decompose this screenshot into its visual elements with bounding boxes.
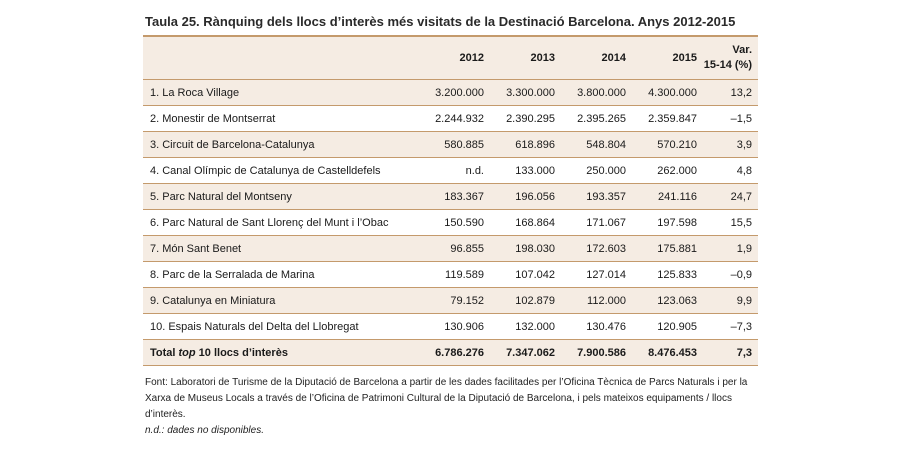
table-row — [143, 184, 758, 210]
table-row — [143, 236, 758, 262]
cell-name: 10. Espais Naturals del Delta del Llobregat — [150, 320, 359, 333]
cell-var: 24,7 — [730, 190, 752, 203]
header-2015: 2015 — [672, 52, 697, 64]
cell-2013: 3.300.000 — [506, 86, 555, 99]
cell-2015: 197.598 — [657, 216, 697, 229]
header-2013: 2013 — [530, 52, 555, 64]
total-label-em: top — [178, 346, 196, 359]
cell-2012: 2.244.932 — [435, 112, 484, 125]
cell-2013: 168.864 — [515, 216, 555, 229]
cell-2014: 112.000 — [587, 294, 626, 307]
cell-2013: 196.056 — [515, 190, 555, 203]
total-2013: 7.347.062 — [506, 346, 555, 359]
cell-2014: 548.804 — [586, 138, 626, 151]
cell-2015: 241.116 — [658, 190, 697, 203]
source-note: Font: Laboratori de Turisme de la Diputació de Barcelona a partir de les dades facilitades per l’Oficina Tècnica de Parcs Naturals i per la Xarxa de Museus Locals a través de l’Oficina de Patrimoni Cultural de la Diputació de Barcelona, i pels mateixos equipaments / llocs d’interès. — [145, 377, 748, 420]
cell-2014: 2.395.265 — [577, 112, 626, 125]
cell-var: –0,9 — [730, 268, 752, 281]
cell-2015: 2.359.847 — [648, 112, 697, 125]
cell-name: 9. Catalunya en Miniatura — [150, 294, 276, 307]
cell-var: 15,5 — [730, 216, 752, 229]
cell-2015: 4.300.000 — [648, 86, 697, 99]
cell-2015: 123.063 — [657, 294, 697, 307]
total-2015: 8.476.453 — [648, 346, 697, 359]
table-row — [143, 80, 758, 106]
cell-2015: 175.881 — [657, 242, 697, 255]
table-row — [143, 106, 758, 132]
total-label — [143, 340, 419, 366]
cell-var: 1,9 — [736, 242, 752, 255]
header-row — [143, 37, 758, 80]
table-row — [143, 314, 758, 340]
cell-2012: n.d. — [465, 164, 484, 177]
cell-2014: 171.067 — [586, 216, 626, 229]
header-var-line1: Var. — [732, 44, 752, 56]
cell-name: 5. Parc Natural del Montseny — [150, 190, 292, 203]
table-title: Taula 25. Rànquing dels llocs d’interès més visitats de la Destinació Barcelona. Anys 2012-2015 — [145, 14, 736, 29]
total-2014: 7.900.586 — [577, 346, 626, 359]
cell-name: 4. Canal Olímpic de Catalunya de Castelldefels — [150, 164, 381, 177]
cell-2015: 125.833 — [657, 268, 697, 281]
cell-2014: 3.800.000 — [577, 86, 626, 99]
table-row — [143, 262, 758, 288]
table-row — [143, 132, 758, 158]
header-var — [703, 37, 758, 80]
cell-2013: 2.390.295 — [506, 112, 555, 125]
cell-var: –1,5 — [730, 112, 752, 125]
cell-2013: 618.896 — [515, 138, 555, 151]
cell-var: 4,8 — [736, 164, 752, 177]
nd-note: n.d.: dades no disponibles. — [145, 425, 264, 436]
table-row — [143, 288, 758, 314]
cell-name: 8. Parc de la Serralada de Marina — [150, 268, 315, 281]
table-header — [143, 37, 758, 80]
cell-name: 3. Circuit de Barcelona-Catalunya — [150, 138, 315, 151]
total-label-post: 10 llocs d’interès — [195, 346, 288, 359]
ranking-table — [143, 37, 758, 366]
cell-var: 9,9 — [736, 294, 752, 307]
cell-2012: 183.367 — [444, 190, 484, 203]
table-body — [143, 80, 758, 366]
cell-2013: 198.030 — [515, 242, 555, 255]
cell-2014: 172.603 — [586, 242, 626, 255]
cell-2014: 250.000 — [586, 164, 626, 177]
cell-2015: 120.905 — [657, 320, 697, 333]
cell-2013: 107.042 — [515, 268, 555, 281]
cell-2012: 580.885 — [444, 138, 484, 151]
cell-2014: 193.357 — [586, 190, 626, 203]
table-container — [143, 14, 758, 439]
cell-2012: 119.589 — [445, 268, 484, 281]
cell-var: –7,3 — [730, 320, 752, 333]
total-var: 7,3 — [736, 346, 752, 359]
cell-name: 1. La Roca Village — [150, 86, 240, 99]
cell-2015: 570.210 — [657, 138, 697, 151]
header-2012: 2012 — [459, 52, 484, 64]
cell-2012: 130.906 — [444, 320, 484, 333]
table-notes — [145, 375, 758, 439]
cell-2015: 262.000 — [657, 164, 697, 177]
cell-2012: 3.200.000 — [435, 86, 484, 99]
header-name-col — [143, 37, 419, 80]
cell-2013: 133.000 — [515, 164, 555, 177]
header-2014: 2014 — [601, 52, 626, 64]
cell-2012: 150.590 — [444, 216, 484, 229]
table-row — [143, 158, 758, 184]
cell-name: 7. Món Sant Benet — [150, 242, 242, 255]
cell-2014: 130.476 — [586, 320, 626, 333]
cell-var: 3,9 — [736, 138, 752, 151]
cell-2013: 132.000 — [515, 320, 555, 333]
total-row — [143, 340, 758, 366]
cell-var: 13,2 — [730, 86, 752, 99]
table-row — [143, 210, 758, 236]
header-var-line2: 15-14 (%) — [703, 59, 752, 71]
cell-name: 6. Parc Natural de Sant Llorenç del Munt i l’Obac — [150, 216, 389, 229]
cell-name: 2. Monestir de Montserrat — [150, 112, 276, 125]
cell-2012: 79.152 — [450, 294, 484, 307]
cell-2014: 127.014 — [586, 268, 626, 281]
total-2012: 6.786.276 — [435, 346, 484, 359]
cell-2013: 102.879 — [515, 294, 555, 307]
cell-2012: 96.855 — [450, 242, 484, 255]
total-label-pre: Total — [150, 346, 179, 359]
